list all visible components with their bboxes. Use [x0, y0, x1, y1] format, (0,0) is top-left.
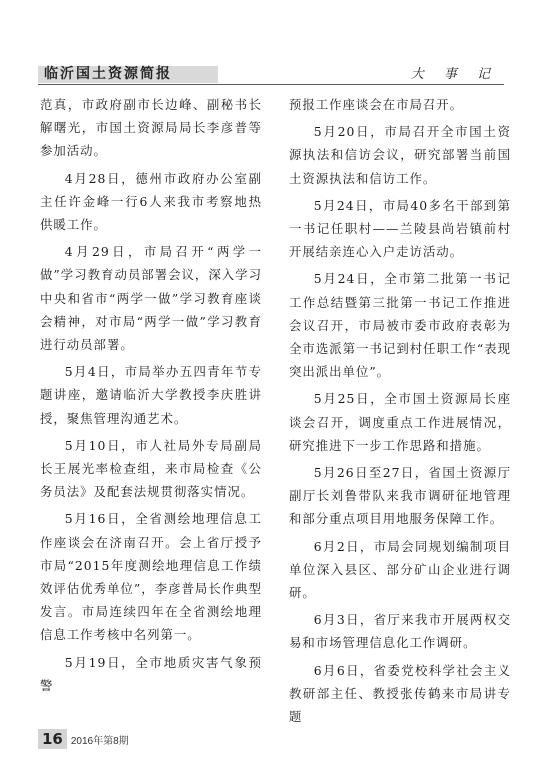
paragraph: 范真，市政府副市长边峰、副秘书长解曙光，市国土资源局局长李彦普等参加活动。 — [40, 97, 262, 159]
left-column — [40, 93, 262, 701]
paragraph: 4月29日，市局召开“两学一做”学习教育动员部署会议，深入学习中央和省市“两学一做”学习教育座谈会精神，对市局“两学一做”学习教育进行动员部署。 — [40, 244, 262, 353]
paragraph: 预报工作座谈会在市局召开。 — [289, 97, 464, 112]
paragraph: 5月20日，市局召开全市国土资源执法和信访会议，研究部署当前国土资源执法和信访工作。 — [289, 124, 511, 186]
paragraph: 5月10日，市人社局外专局副局长王展光率检查组，来市局检查《公务员法》及配套法规贯彻落实情况。 — [40, 437, 262, 500]
journal-title: 临沂国土资源简报 — [44, 66, 172, 82]
page-footer — [38, 727, 129, 749]
issue-label: 2016年第8期 — [70, 736, 129, 747]
section-title: 大 事 记 — [410, 67, 498, 82]
header-rule — [38, 84, 504, 85]
right-column — [289, 93, 511, 732]
paragraph: 6月3日，省厅来我市开展两权交易和市场管理信息化工作调研。 — [289, 612, 511, 651]
paragraph: 4月28日，德州市政府办公室副主任许金峰一行6人来我市考察地热供暖工作。 — [40, 170, 262, 233]
paragraph: 5月24日，市局40多名干部到第一书记任职村——兰陵县尚岩镇前村开展结亲连心入户走访活动。 — [289, 197, 511, 260]
paragraph: 5月16日，全省测绘地理信息工作座谈会在济南召开。会上省厅授予市局“2015年度测绘地理信息工作绩效评估优秀单位”，李彦普局长作典型发言。市局连续四年在全省测绘地理信息工作考核中名列第一。 — [40, 511, 262, 643]
paragraph: 6月6日，省委党校科学社会主义教研部主任、教授张传鹤来市局讲专题 — [289, 662, 511, 725]
paragraph: 5月25日，全市国土资源局长座谈会召开，调度重点工作进展情况，研究推进下一步工作思路和措施。 — [289, 391, 511, 453]
paragraph: 5月24日，全市第二批第一书记工作总结暨第三批第一书记工作推进会议召开，市局被市委市政府表彰为全市选派第一书记到村任职工作“表现突出派出单位”。 — [289, 271, 511, 380]
page-number: 16 — [38, 729, 67, 749]
paragraph: 5月4日，市局举办五四青年节专题讲座，邀请临沂大学教授李庆胜讲授，聚焦管理沟通艺术。 — [40, 364, 262, 426]
paragraph: 5月19日，全市地质灾害气象预警 — [40, 654, 262, 693]
paragraph: 5月26日至27日，省国土资源厅副厅长刘鲁带队来我市调研征地管理和部分重点项目用地服务保障工作。 — [289, 465, 511, 527]
paragraph: 6月2日，市局会同规划编制项目单位深入县区、部分矿山企业进行调研。 — [289, 538, 511, 601]
